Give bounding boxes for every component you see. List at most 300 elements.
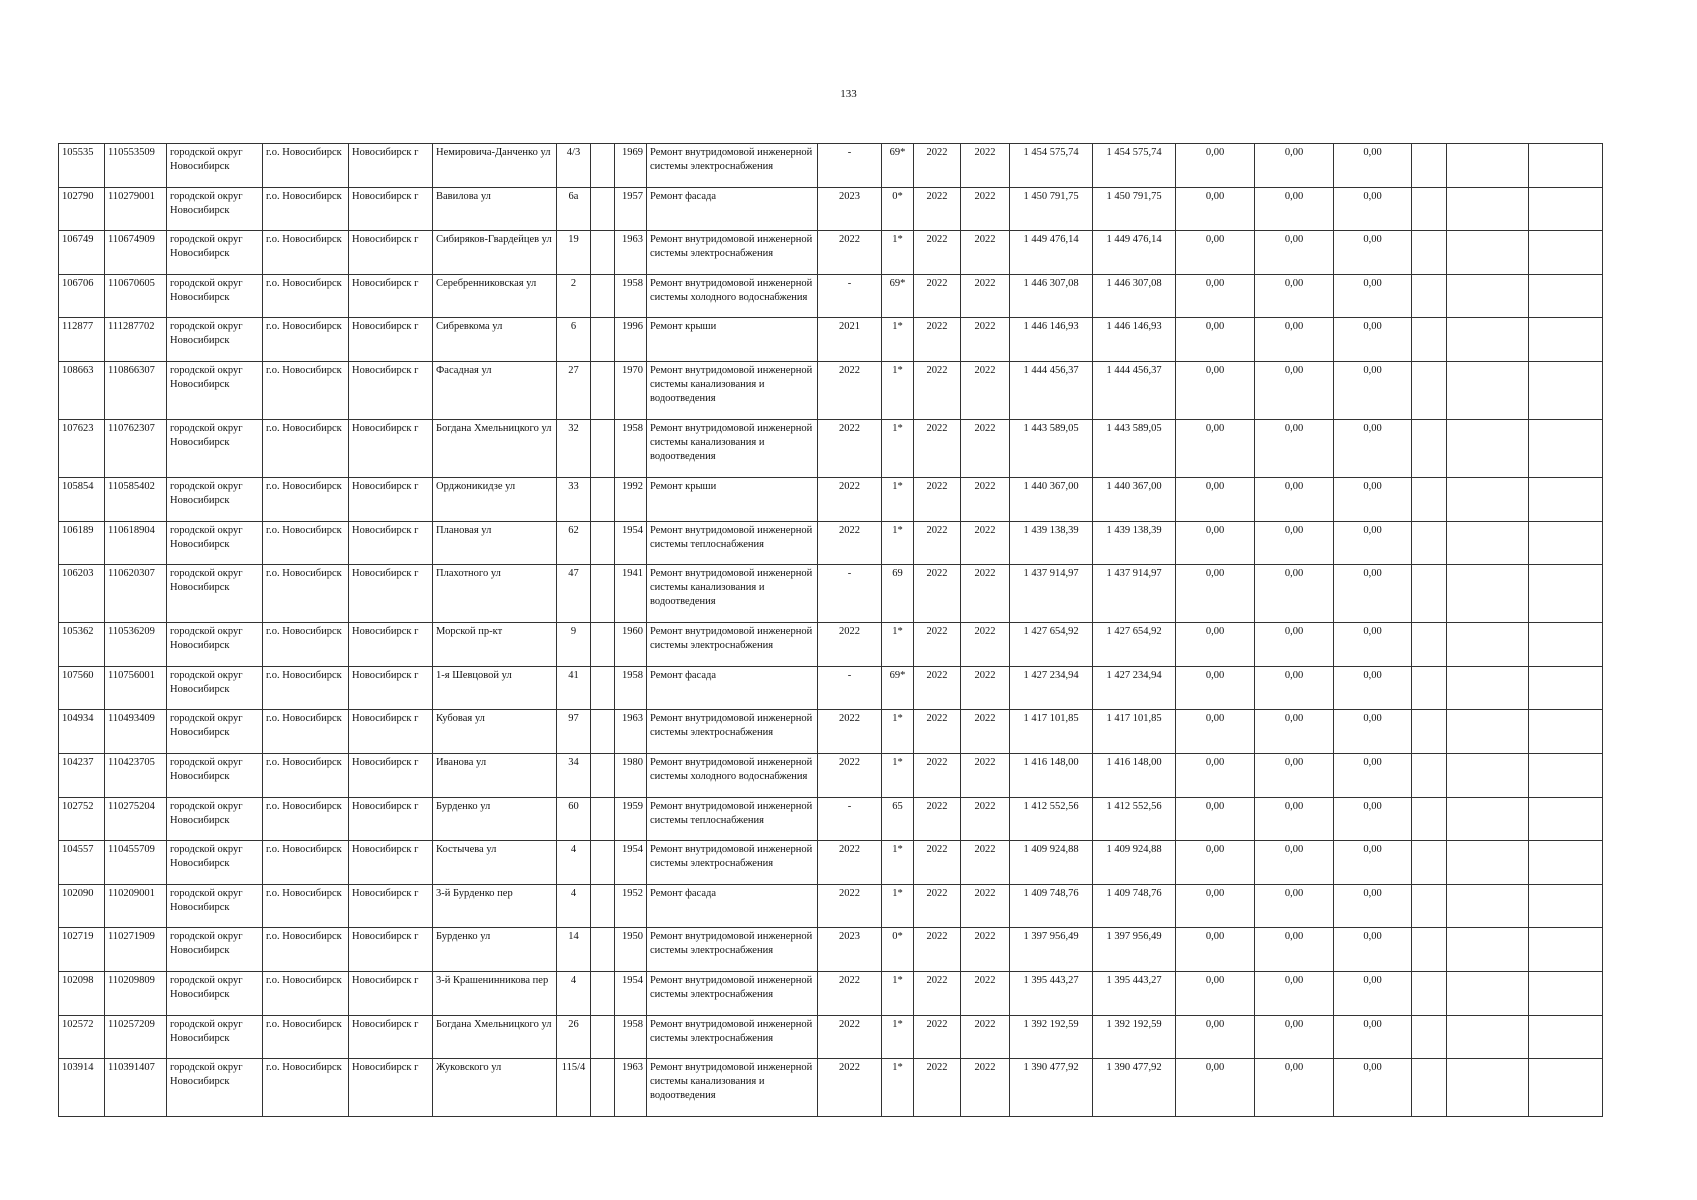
table-row [59,361,1603,419]
cell-id: 107623 [59,419,105,477]
cell-id: 106203 [59,565,105,623]
cell-cost-fund: 1 392 192,59 [1093,1015,1176,1059]
cell-cost-a: 0,00 [1176,477,1255,521]
cell-empty [1447,231,1529,275]
cell-plan-start: 2022 [914,565,961,623]
cell-cost-c: 0,00 [1334,144,1412,188]
cell-cost-a: 0,00 [1176,318,1255,362]
cell-cost-fund: 1 395 443,27 [1093,971,1176,1015]
cell-plan-start: 2022 [914,753,961,797]
cell-municipality: г.о. Новосибирск [263,521,349,565]
cell-cost-b: 0,00 [1255,623,1334,667]
cell-total-cost: 1 437 914,97 [1010,565,1093,623]
cell-cost-b: 0,00 [1255,753,1334,797]
table-row [59,144,1603,188]
cell-cost-b: 0,00 [1255,419,1334,477]
cell-empty [1529,187,1603,231]
cell-plan-start: 2022 [914,623,961,667]
cell-work-type: Ремонт внутридомовой инженерной системы электроснабжения [647,1015,818,1059]
cell-empty [1412,710,1447,754]
cell-municipality: г.о. Новосибирск [263,565,349,623]
cell-work-type: Ремонт фасада [647,884,818,928]
cell-empty [1412,797,1447,841]
cell-year: 1958 [615,274,647,318]
cell-cost-a: 0,00 [1176,187,1255,231]
cell-wear: 1* [882,318,914,362]
cell-street: Бурденко ул [433,797,557,841]
cell-house: 62 [557,521,591,565]
cell-municipality: г.о. Новосибирск [263,231,349,275]
cell-house: 47 [557,565,591,623]
cell-plan-start: 2022 [914,841,961,885]
cell-cost-a: 0,00 [1176,565,1255,623]
cell-total-cost: 1 409 748,76 [1010,884,1093,928]
cell-code: 110209001 [105,884,167,928]
cell-district: городской округ Новосибирск [167,710,263,754]
cell-work-type: Ремонт внутридомовой инженерной системы канализования и водоотведения [647,419,818,477]
cell-year: 1950 [615,928,647,972]
cell-district: городской округ Новосибирск [167,623,263,667]
cell-plan-end: 2022 [961,419,1010,477]
cell-id: 102090 [59,884,105,928]
cell-code: 110756001 [105,666,167,710]
cell-cost-a: 0,00 [1176,884,1255,928]
cell-empty [1412,666,1447,710]
cell-id: 104557 [59,841,105,885]
cell-code: 110536209 [105,623,167,667]
cell-plan-end: 2022 [961,521,1010,565]
cell-empty [591,318,615,362]
cell-city: Новосибирск г [349,1059,433,1117]
cell-cost-a: 0,00 [1176,753,1255,797]
cell-plan-end: 2022 [961,144,1010,188]
cell-total-cost: 1 417 101,85 [1010,710,1093,754]
cell-cost-c: 0,00 [1334,623,1412,667]
cell-municipality: г.о. Новосибирск [263,928,349,972]
cell-city: Новосибирск г [349,144,433,188]
cell-cost-c: 0,00 [1334,521,1412,565]
cell-empty [1447,1059,1529,1117]
cell-code: 110275204 [105,797,167,841]
cell-cost-fund: 1 454 575,74 [1093,144,1176,188]
cell-cost-b: 0,00 [1255,274,1334,318]
cell-plan-end: 2022 [961,841,1010,885]
cell-plan-end: 2022 [961,710,1010,754]
cell-wear: 1* [882,419,914,477]
cell-last-repair: 2023 [818,187,882,231]
cell-total-cost: 1 446 146,93 [1010,318,1093,362]
cell-year: 1960 [615,623,647,667]
cell-empty [1412,419,1447,477]
cell-code: 110762307 [105,419,167,477]
cell-municipality: г.о. Новосибирск [263,666,349,710]
cell-empty [1447,477,1529,521]
cell-last-repair: 2022 [818,841,882,885]
cell-city: Новосибирск г [349,710,433,754]
cell-empty [1529,928,1603,972]
cell-cost-a: 0,00 [1176,1015,1255,1059]
cell-cost-fund: 1 437 914,97 [1093,565,1176,623]
cell-house: 97 [557,710,591,754]
cell-house: 115/4 [557,1059,591,1117]
cell-code: 110279001 [105,187,167,231]
cell-district: городской округ Новосибирск [167,928,263,972]
cell-empty [1447,1015,1529,1059]
cell-last-repair: 2022 [818,971,882,1015]
cell-cost-a: 0,00 [1176,1059,1255,1117]
cell-total-cost: 1 439 138,39 [1010,521,1093,565]
cell-district: городской округ Новосибирск [167,797,263,841]
cell-id: 102752 [59,797,105,841]
cell-cost-b: 0,00 [1255,565,1334,623]
cell-street: Морской пр-кт [433,623,557,667]
cell-house: 19 [557,231,591,275]
cell-wear: 1* [882,361,914,419]
cell-empty [1529,710,1603,754]
cell-wear: 69* [882,274,914,318]
table-row [59,666,1603,710]
cell-empty [1447,623,1529,667]
cell-total-cost: 1 416 148,00 [1010,753,1093,797]
cell-empty [1529,971,1603,1015]
cell-cost-c: 0,00 [1334,884,1412,928]
cell-total-cost: 1 412 552,56 [1010,797,1093,841]
cell-municipality: г.о. Новосибирск [263,753,349,797]
cell-last-repair: 2022 [818,1015,882,1059]
cell-district: городской округ Новосибирск [167,361,263,419]
cell-municipality: г.о. Новосибирск [263,1059,349,1117]
cell-year: 1996 [615,318,647,362]
cell-cost-c: 0,00 [1334,477,1412,521]
cell-cost-b: 0,00 [1255,971,1334,1015]
cell-cost-fund: 1 390 477,92 [1093,1059,1176,1117]
cell-wear: 0* [882,187,914,231]
cell-city: Новосибирск г [349,419,433,477]
cell-total-cost: 1 449 476,14 [1010,231,1093,275]
cell-house: 6 [557,318,591,362]
cell-cost-fund: 1 439 138,39 [1093,521,1176,565]
cell-empty [1412,318,1447,362]
cell-id: 105362 [59,623,105,667]
cell-empty [1529,318,1603,362]
cell-work-type: Ремонт внутридомовой инженерной системы электроснабжения [647,971,818,1015]
cell-cost-c: 0,00 [1334,274,1412,318]
cell-plan-end: 2022 [961,971,1010,1015]
cell-wear: 1* [882,1059,914,1117]
cell-year: 1963 [615,231,647,275]
table-row [59,187,1603,231]
cell-empty [1412,187,1447,231]
cell-empty [1412,753,1447,797]
cell-empty [591,419,615,477]
cell-empty [591,521,615,565]
cell-empty [591,477,615,521]
cell-plan-start: 2022 [914,1015,961,1059]
cell-code: 110866307 [105,361,167,419]
cell-code: 110257209 [105,1015,167,1059]
cell-cost-b: 0,00 [1255,361,1334,419]
cell-empty [1529,361,1603,419]
cell-cost-c: 0,00 [1334,1059,1412,1117]
cell-street: Орджоникидзе ул [433,477,557,521]
cell-id: 102719 [59,928,105,972]
cell-street: Костычева ул [433,841,557,885]
cell-year: 1958 [615,419,647,477]
cell-plan-end: 2022 [961,1059,1010,1117]
cell-house: 4 [557,971,591,1015]
cell-empty [1447,361,1529,419]
cell-empty [1412,521,1447,565]
table-row [59,565,1603,623]
cell-code: 110674909 [105,231,167,275]
cell-total-cost: 1 440 367,00 [1010,477,1093,521]
table-row [59,274,1603,318]
cell-year: 1954 [615,971,647,1015]
cell-code: 110209809 [105,971,167,1015]
cell-house: 6а [557,187,591,231]
cell-total-cost: 1 454 575,74 [1010,144,1093,188]
cell-municipality: г.о. Новосибирск [263,187,349,231]
cell-house: 34 [557,753,591,797]
cell-municipality: г.о. Новосибирск [263,841,349,885]
cell-house: 14 [557,928,591,972]
cell-year: 1954 [615,521,647,565]
cell-work-type: Ремонт внутридомовой инженерной системы электроснабжения [647,144,818,188]
table-row [59,971,1603,1015]
cell-empty [591,623,615,667]
cell-empty [1447,971,1529,1015]
cell-empty [1447,797,1529,841]
cell-cost-b: 0,00 [1255,318,1334,362]
cell-empty [1529,623,1603,667]
cell-district: городской округ Новосибирск [167,565,263,623]
cell-city: Новосибирск г [349,1015,433,1059]
cell-cost-b: 0,00 [1255,1015,1334,1059]
cell-street: Иванова ул [433,753,557,797]
cell-last-repair: 2022 [818,884,882,928]
cell-district: городской округ Новосибирск [167,187,263,231]
cell-wear: 1* [882,971,914,1015]
cell-wear: 69 [882,565,914,623]
cell-work-type: Ремонт фасада [647,666,818,710]
cell-cost-a: 0,00 [1176,666,1255,710]
cell-empty [1412,361,1447,419]
cell-empty [1529,1015,1603,1059]
cell-city: Новосибирск г [349,884,433,928]
cell-id: 105854 [59,477,105,521]
cell-year: 1980 [615,753,647,797]
cell-municipality: г.о. Новосибирск [263,361,349,419]
cell-plan-end: 2022 [961,884,1010,928]
cell-empty [591,710,615,754]
cell-street: Фасадная ул [433,361,557,419]
cell-empty [1412,231,1447,275]
cell-cost-c: 0,00 [1334,797,1412,841]
cell-empty [591,274,615,318]
table-body [59,144,1603,1117]
cell-street: 3-й Крашенинникова пер [433,971,557,1015]
cell-code: 110618904 [105,521,167,565]
cell-plan-end: 2022 [961,318,1010,362]
cell-total-cost: 1 427 654,92 [1010,623,1093,667]
cell-empty [1447,274,1529,318]
cell-wear: 1* [882,623,914,667]
cell-street: Жуковского ул [433,1059,557,1117]
cell-empty [1529,884,1603,928]
cell-cost-c: 0,00 [1334,318,1412,362]
cell-last-repair: 2023 [818,928,882,972]
cell-cost-c: 0,00 [1334,231,1412,275]
cell-total-cost: 1 392 192,59 [1010,1015,1093,1059]
cell-id: 104934 [59,710,105,754]
cell-year: 1959 [615,797,647,841]
cell-code: 110271909 [105,928,167,972]
cell-id: 103914 [59,1059,105,1117]
cell-plan-start: 2022 [914,971,961,1015]
cell-last-repair: - [818,565,882,623]
cell-district: городской округ Новосибирск [167,841,263,885]
cell-empty [1529,144,1603,188]
cell-city: Новосибирск г [349,666,433,710]
cell-house: 4 [557,884,591,928]
cell-work-type: Ремонт внутридомовой инженерной системы теплоснабжения [647,797,818,841]
cell-district: городской округ Новосибирск [167,1059,263,1117]
cell-id: 112877 [59,318,105,362]
cell-empty [1529,477,1603,521]
cell-street: Вавилова ул [433,187,557,231]
cell-empty [1412,144,1447,188]
cell-year: 1963 [615,1059,647,1117]
cell-district: городской округ Новосибирск [167,666,263,710]
cell-plan-end: 2022 [961,1015,1010,1059]
cell-cost-c: 0,00 [1334,710,1412,754]
cell-street: Плахотного ул [433,565,557,623]
cell-district: городской округ Новосибирск [167,521,263,565]
cell-code: 110553509 [105,144,167,188]
cell-cost-fund: 1 409 924,88 [1093,841,1176,885]
cell-empty [591,187,615,231]
cell-total-cost: 1 390 477,92 [1010,1059,1093,1117]
cell-plan-start: 2022 [914,187,961,231]
cell-empty [1529,1059,1603,1117]
cell-cost-fund: 1 397 956,49 [1093,928,1176,972]
cell-cost-fund: 1 427 654,92 [1093,623,1176,667]
cell-plan-end: 2022 [961,753,1010,797]
cell-empty [1529,666,1603,710]
cell-cost-a: 0,00 [1176,144,1255,188]
cell-city: Новосибирск г [349,274,433,318]
cell-empty [591,144,615,188]
cell-empty [1447,144,1529,188]
cell-id: 102572 [59,1015,105,1059]
cell-work-type: Ремонт внутридомовой инженерной системы канализования и водоотведения [647,361,818,419]
cell-cost-b: 0,00 [1255,797,1334,841]
cell-empty [1447,419,1529,477]
cell-code: 110620307 [105,565,167,623]
cell-street: Серебренниковская ул [433,274,557,318]
cell-city: Новосибирск г [349,521,433,565]
cell-empty [1412,565,1447,623]
cell-wear: 1* [882,1015,914,1059]
cell-last-repair: 2022 [818,623,882,667]
cell-plan-end: 2022 [961,565,1010,623]
cell-last-repair: 2022 [818,521,882,565]
cell-wear: 69* [882,144,914,188]
cell-code: 110493409 [105,710,167,754]
cell-city: Новосибирск г [349,971,433,1015]
cell-empty [1529,231,1603,275]
cell-last-repair: 2022 [818,419,882,477]
cell-plan-start: 2022 [914,797,961,841]
cell-code: 110391407 [105,1059,167,1117]
cell-cost-c: 0,00 [1334,666,1412,710]
cell-cost-c: 0,00 [1334,1015,1412,1059]
cell-last-repair: 2022 [818,477,882,521]
cell-id: 104237 [59,753,105,797]
cell-district: городской округ Новосибирск [167,274,263,318]
cell-wear: 65 [882,797,914,841]
cell-house: 4/3 [557,144,591,188]
cell-last-repair: - [818,797,882,841]
cell-cost-fund: 1 449 476,14 [1093,231,1176,275]
cell-cost-b: 0,00 [1255,521,1334,565]
cell-cost-a: 0,00 [1176,928,1255,972]
cell-code: 110423705 [105,753,167,797]
cell-cost-b: 0,00 [1255,144,1334,188]
cell-empty [1447,521,1529,565]
cell-municipality: г.о. Новосибирск [263,797,349,841]
cell-city: Новосибирск г [349,928,433,972]
cell-year: 1958 [615,1015,647,1059]
cell-empty [1447,841,1529,885]
cell-street: Бурденко ул [433,928,557,972]
cell-house: 9 [557,623,591,667]
cell-total-cost: 1 446 307,08 [1010,274,1093,318]
cell-year: 1954 [615,841,647,885]
cell-district: городской округ Новосибирск [167,477,263,521]
table-row [59,1059,1603,1117]
cell-cost-b: 0,00 [1255,187,1334,231]
cell-cost-a: 0,00 [1176,231,1255,275]
cell-empty [1412,884,1447,928]
table-row [59,521,1603,565]
cell-wear: 0* [882,928,914,972]
cell-empty [1529,797,1603,841]
cell-work-type: Ремонт фасада [647,187,818,231]
cell-plan-start: 2022 [914,928,961,972]
cell-city: Новосибирск г [349,797,433,841]
cell-wear: 1* [882,841,914,885]
cell-id: 108663 [59,361,105,419]
cell-district: городской округ Новосибирск [167,318,263,362]
cell-plan-end: 2022 [961,797,1010,841]
cell-empty [591,361,615,419]
cell-cost-b: 0,00 [1255,1059,1334,1117]
cell-wear: 1* [882,884,914,928]
cell-plan-end: 2022 [961,231,1010,275]
cell-district: городской округ Новосибирск [167,144,263,188]
cell-cost-b: 0,00 [1255,841,1334,885]
cell-empty [1447,187,1529,231]
cell-municipality: г.о. Новосибирск [263,477,349,521]
cell-plan-start: 2022 [914,666,961,710]
cell-work-type: Ремонт внутридомовой инженерной системы канализования и водоотведения [647,1059,818,1117]
cell-empty [591,971,615,1015]
cell-empty [1529,753,1603,797]
cell-empty [1412,971,1447,1015]
cell-house: 41 [557,666,591,710]
cell-street: 3-й Бурденко пер [433,884,557,928]
